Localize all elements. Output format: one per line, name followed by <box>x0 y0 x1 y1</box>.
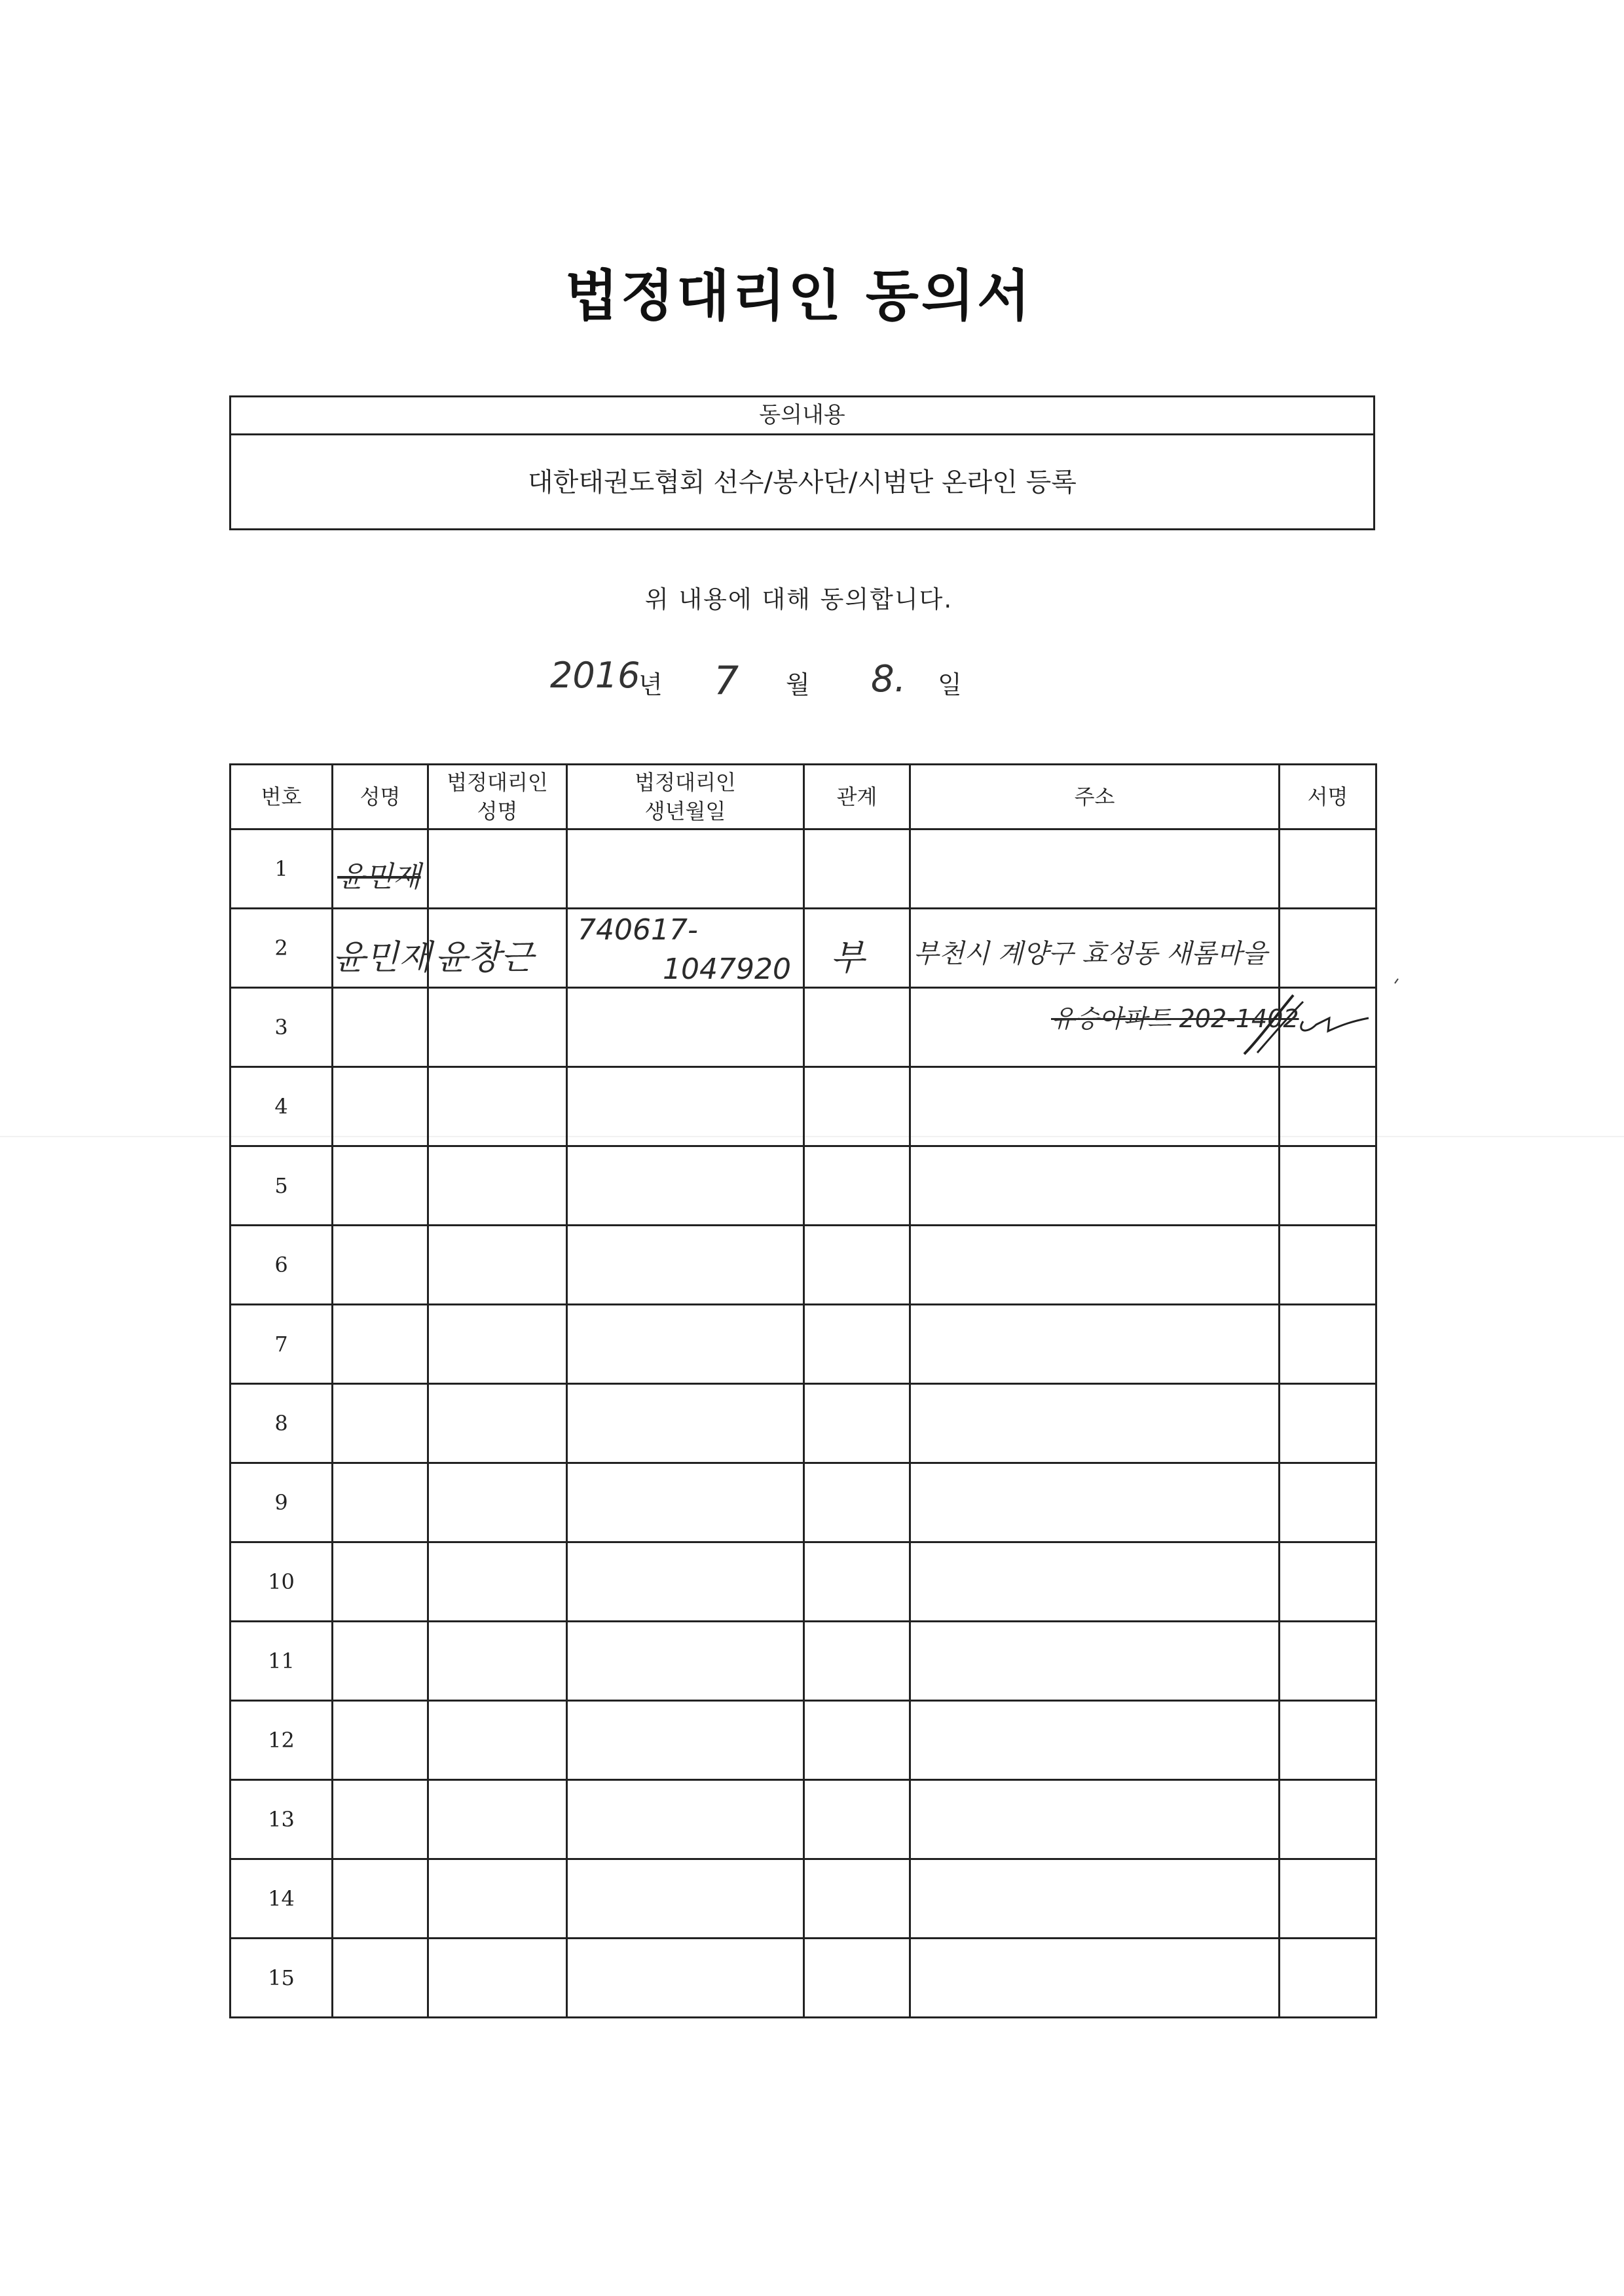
cell-name <box>333 1939 428 2018</box>
cell-number: 13 <box>231 1780 333 1859</box>
cell-relation <box>804 1780 910 1859</box>
cell-relation <box>804 1384 910 1463</box>
cell-number: 1 <box>231 829 333 909</box>
cell-relation <box>804 1542 910 1622</box>
cell-signature <box>1280 1701 1376 1780</box>
cell-signature <box>1280 1305 1376 1384</box>
cell-address <box>910 1859 1280 1939</box>
cell-signature <box>1280 1542 1376 1622</box>
cell-guardian-birthdate <box>567 1859 804 1939</box>
cell-guardian-name <box>428 1384 567 1463</box>
cell-number: 6 <box>231 1226 333 1305</box>
cell-number: 4 <box>231 1067 333 1146</box>
cell-name <box>333 988 428 1067</box>
cell-name <box>333 1701 428 1780</box>
cell-guardian-name <box>428 829 567 909</box>
cell-number: 9 <box>231 1463 333 1542</box>
cell-number: 8 <box>231 1384 333 1463</box>
cell-signature <box>1280 1780 1376 1859</box>
cell-guardian-birthdate <box>567 1463 804 1542</box>
header-relation: 관계 <box>804 765 910 829</box>
consent-content-box <box>229 395 1375 530</box>
cell-name <box>333 1384 428 1463</box>
cell-address <box>910 1226 1280 1305</box>
cell-address <box>910 829 1280 909</box>
row2-address-line2-handwritten: 유승아파트 202-1402 <box>1051 1004 1299 1033</box>
cell-signature <box>1280 1859 1376 1939</box>
cell-guardian-birthdate <box>567 829 804 909</box>
cell-signature <box>1280 1622 1376 1701</box>
document-title: 법정대리인 동의서 <box>564 263 1033 328</box>
cell-guardian-name <box>428 1463 567 1542</box>
cell-guardian-name <box>428 1859 567 1939</box>
table-header-row <box>231 765 1376 829</box>
cell-relation <box>804 988 910 1067</box>
cell-guardian-name <box>428 1542 567 1622</box>
row1-name-struck-handwritten: 윤민재 <box>337 860 421 894</box>
cell-number: 7 <box>231 1305 333 1384</box>
cell-guardian-name <box>428 1146 567 1226</box>
cell-relation <box>804 1226 910 1305</box>
cell-address <box>910 1939 1280 2018</box>
cell-address <box>910 1146 1280 1226</box>
row2-guardian-name-handwritten: 윤창근 <box>435 938 534 977</box>
cell-guardian-name <box>428 1939 567 2018</box>
cell-guardian-name <box>428 1305 567 1384</box>
table-row <box>231 1701 1376 1780</box>
table-row <box>231 1542 1376 1622</box>
cell-number: 11 <box>231 1622 333 1701</box>
cell-address <box>910 1067 1280 1146</box>
cell-signature <box>1280 1067 1376 1146</box>
cell-guardian-birthdate <box>567 988 804 1067</box>
cell-relation <box>804 829 910 909</box>
date-year-unit: 년 <box>638 670 663 699</box>
cell-number: 10 <box>231 1542 333 1622</box>
row2-address-line1-handwritten: 부천시 계양구 효성동 새롬마을 <box>913 939 1268 969</box>
header-guardian-name: 법정대리인 성명 <box>428 765 567 829</box>
row2-name-handwritten: 윤민재 <box>333 938 432 977</box>
header-address: 주소 <box>910 765 1280 829</box>
cell-signature <box>1280 1463 1376 1542</box>
cell-signature <box>1280 1939 1376 2018</box>
cell-relation <box>804 1701 910 1780</box>
cell-signature <box>1280 829 1376 909</box>
cell-signature <box>1280 1146 1376 1226</box>
cell-signature <box>1280 1226 1376 1305</box>
table-row <box>231 1146 1376 1226</box>
cell-number: 2 <box>231 909 333 988</box>
row2-relation-handwritten: 부 <box>830 937 865 978</box>
cell-number: 15 <box>231 1939 333 2018</box>
header-guardian-birthdate: 법정대리인 생년월일 <box>567 765 804 829</box>
header-number: 번호 <box>231 765 333 829</box>
row2-birthdate-line2-handwritten: 1047920 <box>663 953 791 986</box>
cell-guardian-name <box>428 1701 567 1780</box>
cell-relation <box>804 1067 910 1146</box>
agreement-statement: 위 내용에 대해 동의합니다. <box>644 585 953 613</box>
cell-address <box>910 1780 1280 1859</box>
cell-number: 14 <box>231 1859 333 1939</box>
cell-relation <box>804 1622 910 1701</box>
cell-name <box>333 1146 428 1226</box>
cell-address <box>910 1542 1280 1622</box>
table-row <box>231 1780 1376 1859</box>
cell-guardian-birthdate <box>567 1622 804 1701</box>
cell-guardian-birthdate <box>567 1542 804 1622</box>
cell-relation <box>804 1146 910 1226</box>
cell-name <box>333 1226 428 1305</box>
table-row <box>231 1226 1376 1305</box>
cell-name <box>333 1622 428 1701</box>
cell-name <box>333 1463 428 1542</box>
table-row <box>231 1384 1376 1463</box>
cell-guardian-birthdate <box>567 1067 804 1146</box>
cell-name <box>333 1542 428 1622</box>
table-row <box>231 1622 1376 1701</box>
cell-guardian-name <box>428 1780 567 1859</box>
cell-address <box>910 1305 1280 1384</box>
cell-address <box>910 1384 1280 1463</box>
cell-relation <box>804 1463 910 1542</box>
consent-content-header: 동의내용 <box>231 397 1373 435</box>
cell-address <box>910 1463 1280 1542</box>
cell-name <box>333 1067 428 1146</box>
date-day-handwritten: 8. <box>871 658 906 701</box>
cell-signature <box>1280 1384 1376 1463</box>
table-row <box>231 1463 1376 1542</box>
cell-relation <box>804 1305 910 1384</box>
cell-guardian-birthdate <box>567 1701 804 1780</box>
consent-content-body: 대한태권도협회 선수/봉사단/시범단 온라인 등록 <box>528 467 1077 498</box>
cell-name <box>333 1859 428 1939</box>
header-signature: 서명 <box>1280 765 1376 829</box>
cell-guardian-birthdate <box>567 1146 804 1226</box>
cell-guardian-name <box>428 1067 567 1146</box>
cell-guardian-name <box>428 1226 567 1305</box>
cell-number: 3 <box>231 988 333 1067</box>
cell-name <box>333 1780 428 1859</box>
cell-number: 12 <box>231 1701 333 1780</box>
cell-relation <box>804 1939 910 2018</box>
header-name: 성명 <box>333 765 428 829</box>
cell-relation <box>804 1859 910 1939</box>
cell-guardian-birthdate <box>567 1226 804 1305</box>
cell-guardian-birthdate <box>567 1939 804 2018</box>
date-month-unit: 월 <box>786 670 810 699</box>
cell-guardian-name <box>428 988 567 1067</box>
cell-address <box>910 1701 1280 1780</box>
cell-guardian-birthdate <box>567 1780 804 1859</box>
date-month-handwritten: 7 <box>714 658 739 704</box>
handwritten-signature <box>1231 969 1441 1061</box>
table-row <box>231 1939 1376 2018</box>
cell-address <box>910 1622 1280 1701</box>
date-day-unit: 일 <box>938 670 962 699</box>
table-row <box>231 1859 1376 1939</box>
cell-guardian-name <box>428 1622 567 1701</box>
cell-number: 5 <box>231 1146 333 1226</box>
table-row <box>231 1067 1376 1146</box>
cell-guardian-birthdate <box>567 1305 804 1384</box>
table-row <box>231 1305 1376 1384</box>
row2-birthdate-line1-handwritten: 740617- <box>578 913 698 947</box>
cell-name <box>333 1305 428 1384</box>
date-year-handwritten: 2016 <box>550 655 640 696</box>
cell-guardian-birthdate <box>567 1384 804 1463</box>
